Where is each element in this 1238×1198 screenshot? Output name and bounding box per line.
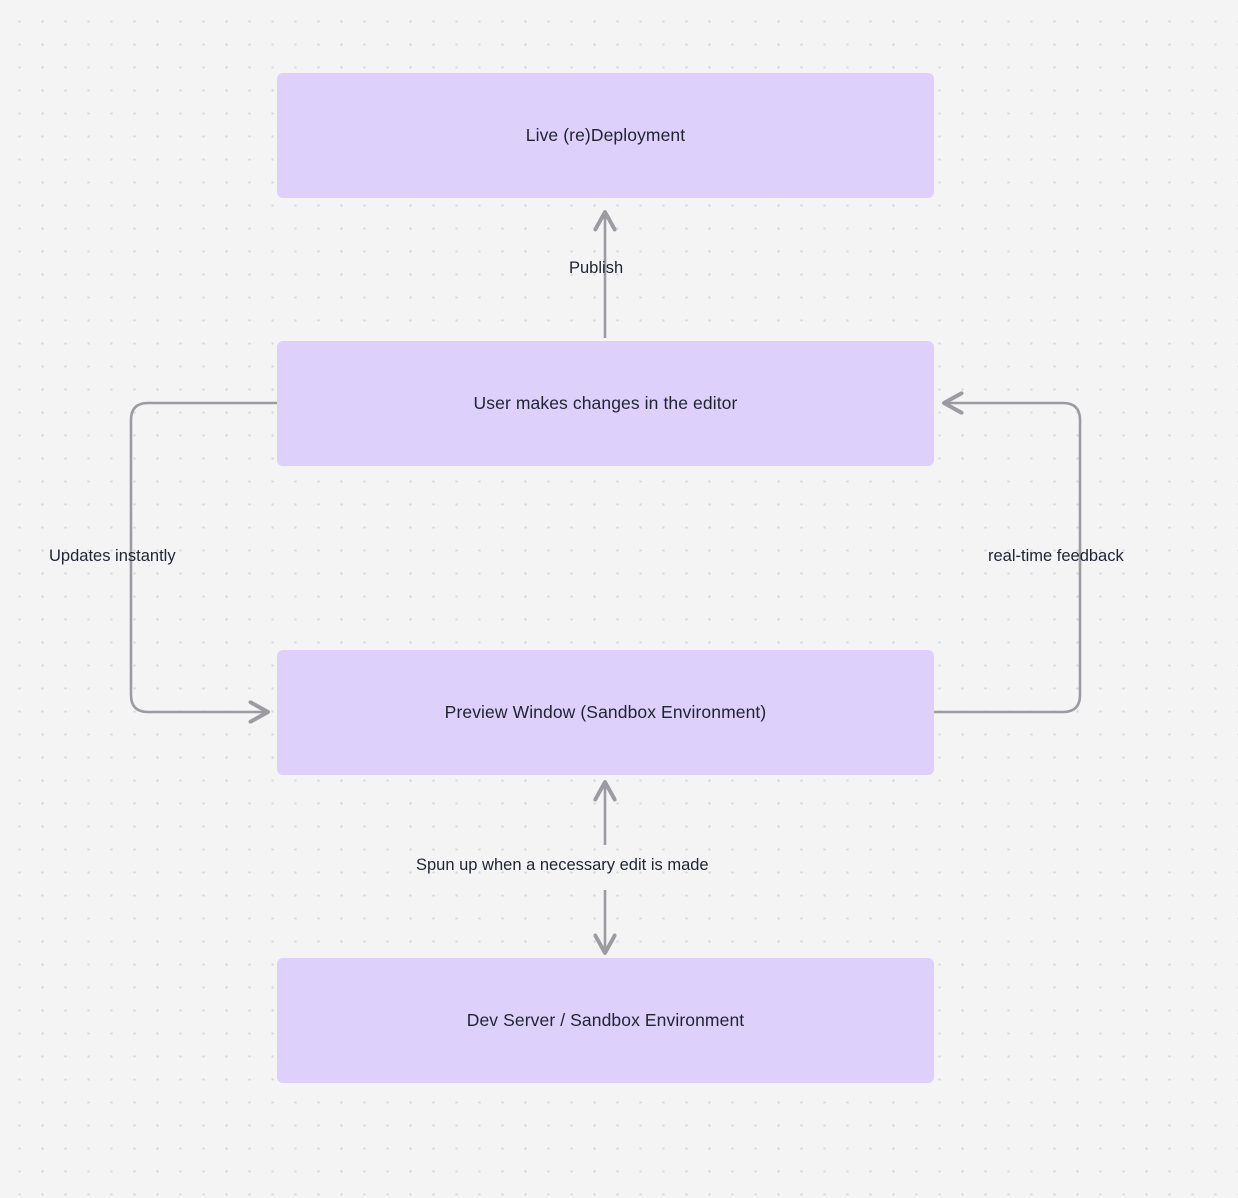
edge-label-publish: Publish	[569, 259, 624, 277]
node-label: Preview Window (Sandbox Environment)	[444, 702, 767, 722]
node-label: Live (re)Deployment	[525, 125, 686, 145]
node-label: User makes changes in the editor	[473, 393, 738, 413]
edge-label-updates-instantly: Updates instantly	[49, 547, 176, 565]
node-live-redeployment[interactable]	[277, 73, 934, 198]
node-dev-server[interactable]	[277, 958, 934, 1083]
node-preview-window[interactable]	[277, 650, 934, 775]
node-label: Dev Server / Sandbox Environment	[466, 1010, 745, 1030]
edge-label-real-time-feedback: real-time feedback	[988, 547, 1124, 565]
node-user-makes-changes[interactable]	[277, 341, 934, 466]
edge-label-spun-up: Spun up when a necessary edit is made	[416, 856, 709, 874]
